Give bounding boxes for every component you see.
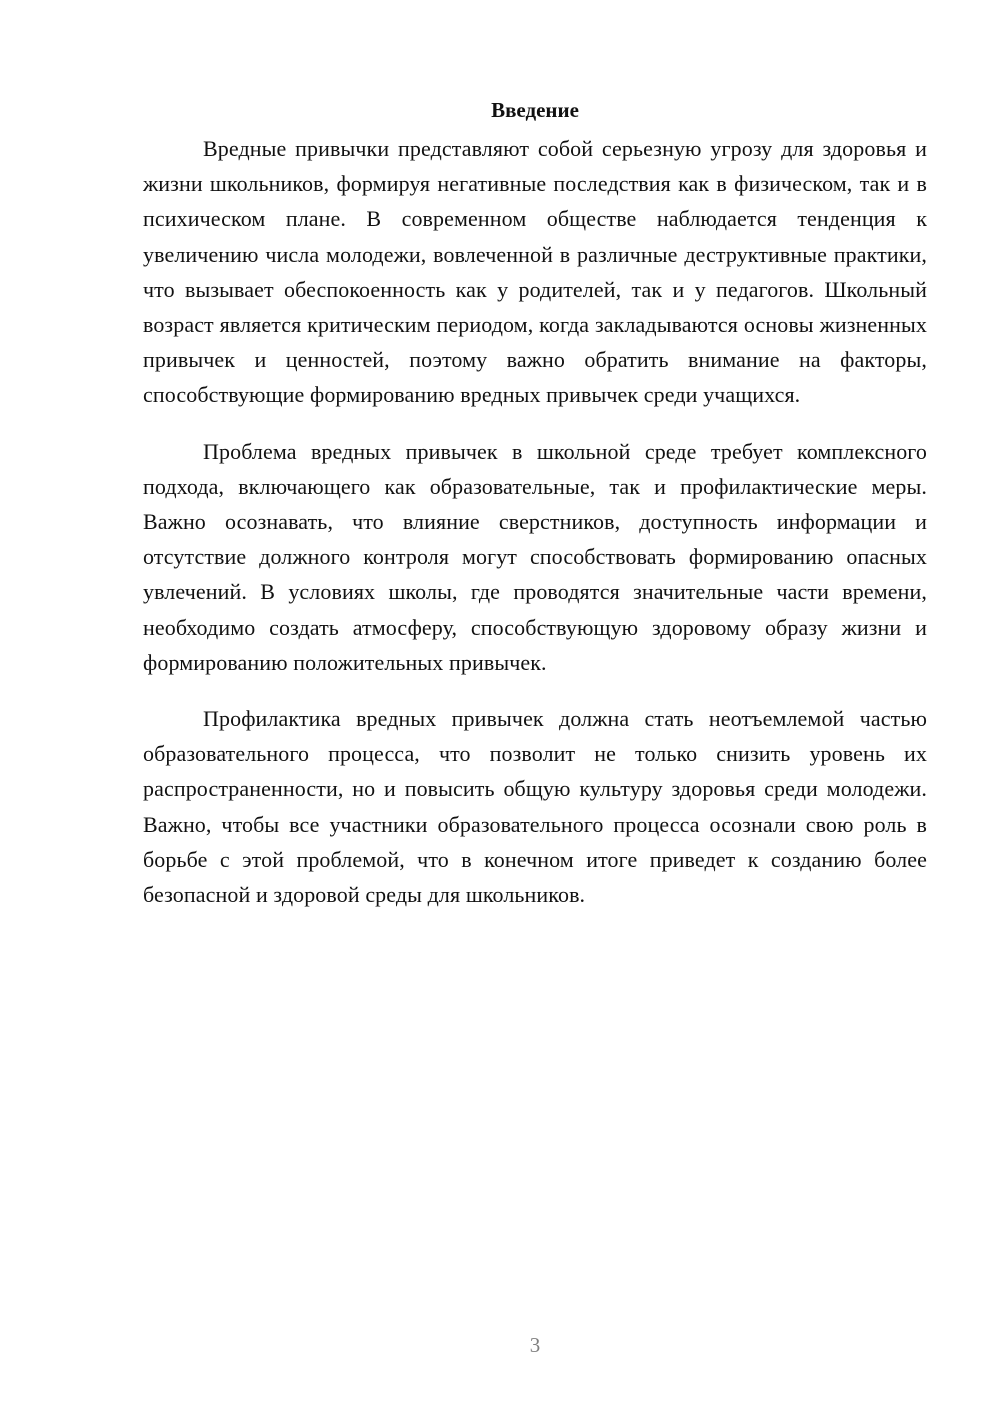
document-body (143, 95, 927, 933)
paragraph-2: Проблема вредных привычек в школьной среде требует комплексного подхода, включающего как образовательные, так и профилактические меры. Важно осознавать, что влияние сверстников, доступность информации и отсутствие должного контроля могут способствовать формированию опасных увлечений. В условиях школы, где проводятся значительные части времени, необходимо создать атмосферу, способствующую здоровому образу жизни и формированию положительных привычек. (143, 438, 927, 675)
paragraph-1: Вредные привычки представляют собой серьезную угрозу для здоровья и жизни школьников, формируя негативные последствия как в физическом, так и в психическом плане. В современном обществе наблюдается тенденция к увеличению числа молодежи, вовлеченной в различные деструктивные практики, что вызывает обеспокоенность как у родителей, так и у педагогов. Школьный возраст является критическим периодом, когда закладываются основы жизненных привычек и ценностей, поэтому важно обратить внимание на факторы, способствующие формированию вредных привычек среди учащихся. (143, 136, 927, 408)
page-number: 3 (529, 1333, 541, 1357)
section-title: Введение (491, 98, 579, 122)
paragraph-3: Профилактика вредных привычек должна стать неотъемлемой частью образовательного процесса, что позволит не только снизить уровень их распространенности, но и повысить общую культуру здоровья среди молодежи. Важно, чтобы все участники образовательного процесса осознали свою роль в борьбе с этой проблемой, что в конечном итоге приведет к созданию более безопасной и здоровой среды для школьников. (143, 706, 927, 908)
